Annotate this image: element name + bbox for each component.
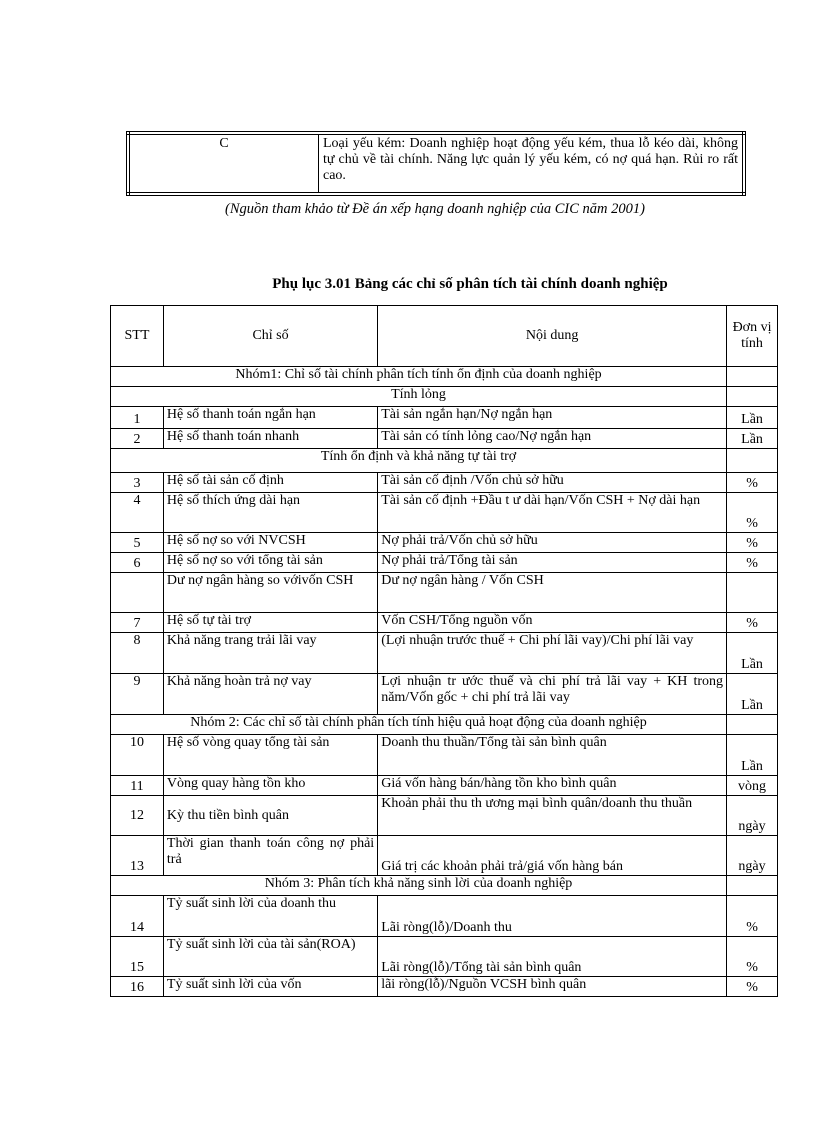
group-unit-empty <box>727 715 778 735</box>
row-content: Lãi ròng(lỗ)/Tổng tài sản bình quân <box>378 937 727 977</box>
row-content: Nợ phải trả/Vốn chủ sở hữu <box>378 533 727 553</box>
row-content: Vốn CSH/Tổng nguồn vốn <box>378 613 727 633</box>
row-stt: 15 <box>111 937 164 977</box>
row-name: Hệ số nợ so với NVCSH <box>163 533 377 553</box>
row-unit <box>727 573 778 613</box>
row-stt: 6 <box>111 553 164 573</box>
table-row <box>111 493 778 533</box>
row-content: Giá trị các khoản phải trả/giá vốn hàng bán <box>378 836 727 876</box>
row-stt: 14 <box>111 896 164 937</box>
group-unit-empty <box>727 367 778 387</box>
table-row <box>111 896 778 937</box>
table-row <box>111 937 778 977</box>
row-content: Nợ phải trả/Tổng tài sản <box>378 553 727 573</box>
row-stt: 4 <box>111 493 164 533</box>
row-unit: Lần <box>727 735 778 776</box>
table-row <box>111 573 778 613</box>
row-stt: 3 <box>111 473 164 493</box>
table-row <box>111 407 778 429</box>
group-title: Nhóm 2: Các chỉ số tài chính phân tích tính hiệu quả hoạt động của doanh nghiệp <box>111 715 727 735</box>
row-content: Giá vốn hàng bán/hàng tồn kho bình quân <box>378 776 727 796</box>
row-unit: Lần <box>727 429 778 449</box>
header-stt: STT <box>111 306 164 367</box>
row-name: Hệ số tự tài trợ <box>163 613 377 633</box>
row-content: Tài sản có tính lỏng cao/Nợ ngắn hạn <box>378 429 727 449</box>
table-row <box>111 429 778 449</box>
table-row <box>111 633 778 674</box>
row-unit: Lần <box>727 674 778 715</box>
row-stt: 16 <box>111 977 164 997</box>
row-stt: 5 <box>111 533 164 553</box>
table-row <box>111 977 778 997</box>
row-content: lãi ròng(lỗ)/Nguồn VCSH bình quân <box>378 977 727 997</box>
header-unit: Đơn vị tính <box>727 306 778 367</box>
row-unit: % <box>727 613 778 633</box>
row-unit: % <box>727 533 778 553</box>
group-row <box>111 876 778 896</box>
row-name: Khả năng hoàn trả nợ vay <box>163 674 377 715</box>
row-content: Dư nợ ngân hàng / Vốn CSH <box>378 573 727 613</box>
row-name: Vòng quay hàng tồn kho <box>163 776 377 796</box>
row-name: Tỷ suất sinh lời của tài sản(ROA) <box>163 937 377 977</box>
table-header-row <box>111 306 778 367</box>
row-unit: % <box>727 553 778 573</box>
rating-table <box>126 131 746 196</box>
row-unit: % <box>727 937 778 977</box>
row-stt: 2 <box>111 429 164 449</box>
row-content: Lợi nhuận tr ước thuế và chi phí trả lãi vay + KH trong năm/Vốn gốc + chi phí trả lãi vay <box>378 674 727 715</box>
row-unit: ngày <box>727 796 778 836</box>
rating-grade: C <box>128 133 319 194</box>
rating-row <box>128 133 744 194</box>
row-unit: Lần <box>727 407 778 429</box>
row-unit: vòng <box>727 776 778 796</box>
row-unit: % <box>727 977 778 997</box>
group-title: Nhóm 3: Phân tích khả năng sinh lời của doanh nghiệp <box>111 876 727 896</box>
row-name: Hệ số thanh toán nhanh <box>163 429 377 449</box>
row-stt: 9 <box>111 674 164 715</box>
row-unit: % <box>727 493 778 533</box>
row-name: Hệ số vòng quay tổng tài sản <box>163 735 377 776</box>
row-unit: ngày <box>727 836 778 876</box>
group-title: Nhóm1: Chỉ số tài chính phân tích tính ổn định của doanh nghiệp <box>111 367 727 387</box>
group-title: Tính lỏng <box>111 387 727 407</box>
group-unit-empty <box>727 387 778 407</box>
group-unit-empty <box>727 449 778 473</box>
row-unit: Lần <box>727 633 778 674</box>
row-name: Hệ số tài sản cố định <box>163 473 377 493</box>
table-row <box>111 674 778 715</box>
row-unit: % <box>727 473 778 493</box>
row-name: Khả năng trang trải lãi vay <box>163 633 377 674</box>
group-row <box>111 449 778 473</box>
row-stt: 10 <box>111 735 164 776</box>
row-name: Tỷ suất sinh lời của doanh thu <box>163 896 377 937</box>
row-content: Tài sản cố định +Đầu t ư dài hạn/Vốn CSH + Nợ dài hạn <box>378 493 727 533</box>
row-content: Doanh thu thuần/Tổng tài sản bình quân <box>378 735 727 776</box>
group-unit-empty <box>727 876 778 896</box>
appendix-title: Phụ lục 3.01 Bảng các chỉ số phân tích tài chính doanh nghiệp <box>272 276 668 292</box>
row-content: (Lợi nhuận trước thuế + Chi phí lãi vay)/Chi phí lãi vay <box>378 633 727 674</box>
row-stt: 1 <box>111 407 164 429</box>
financial-ratios-table <box>110 305 778 997</box>
table-row <box>111 533 778 553</box>
row-content: Tài sản ngắn hạn/Nợ ngắn hạn <box>378 407 727 429</box>
header-name: Chỉ số <box>163 306 377 367</box>
group-row <box>111 715 778 735</box>
table-row <box>111 776 778 796</box>
group-row <box>111 367 778 387</box>
row-name: Kỳ thu tiền bình quân <box>163 796 377 836</box>
row-name: Dư nợ ngân hàng so vớivốn CSH <box>163 573 377 613</box>
source-note: (Nguồn tham khảo từ Đề án xếp hạng doanh nghiệp của CIC năm 2001) <box>225 201 645 217</box>
row-content: Khoản phải thu th ương mại bình quân/doanh thu thuần <box>378 796 727 836</box>
row-stt: 12 <box>111 796 164 836</box>
row-name: Thời gian thanh toán công nợ phải trả <box>163 836 377 876</box>
row-name: Hệ số thanh toán ngắn hạn <box>163 407 377 429</box>
group-title: Tính ổn định và khả năng tự tài trợ <box>111 449 727 473</box>
row-name: Hệ số thích ứng dài hạn <box>163 493 377 533</box>
row-name: Tỷ suất sinh lời của vốn <box>163 977 377 997</box>
table-row <box>111 836 778 876</box>
rating-description: Loại yếu kém: Doanh nghiệp hoạt động yếu kém, thua lỗ kéo dài, không tự chủ về tài chính. Năng lực quản lý yếu kém, có nợ quá hạn. Rủi ro rất cao. <box>323 136 738 183</box>
row-stt: 8 <box>111 633 164 674</box>
row-stt <box>111 573 164 613</box>
table-row <box>111 613 778 633</box>
row-stt: 7 <box>111 613 164 633</box>
table-row <box>111 553 778 573</box>
table-row <box>111 796 778 836</box>
table-row <box>111 735 778 776</box>
row-stt: 11 <box>111 776 164 796</box>
table-row <box>111 473 778 493</box>
group-row <box>111 387 778 407</box>
row-name: Hệ số nợ so với tổng tài sản <box>163 553 377 573</box>
header-content: Nội dung <box>378 306 727 367</box>
row-stt: 13 <box>111 836 164 876</box>
row-unit: % <box>727 896 778 937</box>
row-content: Tài sản cố định /Vốn chủ sở hữu <box>378 473 727 493</box>
row-content: Lãi ròng(lỗ)/Doanh thu <box>378 896 727 937</box>
